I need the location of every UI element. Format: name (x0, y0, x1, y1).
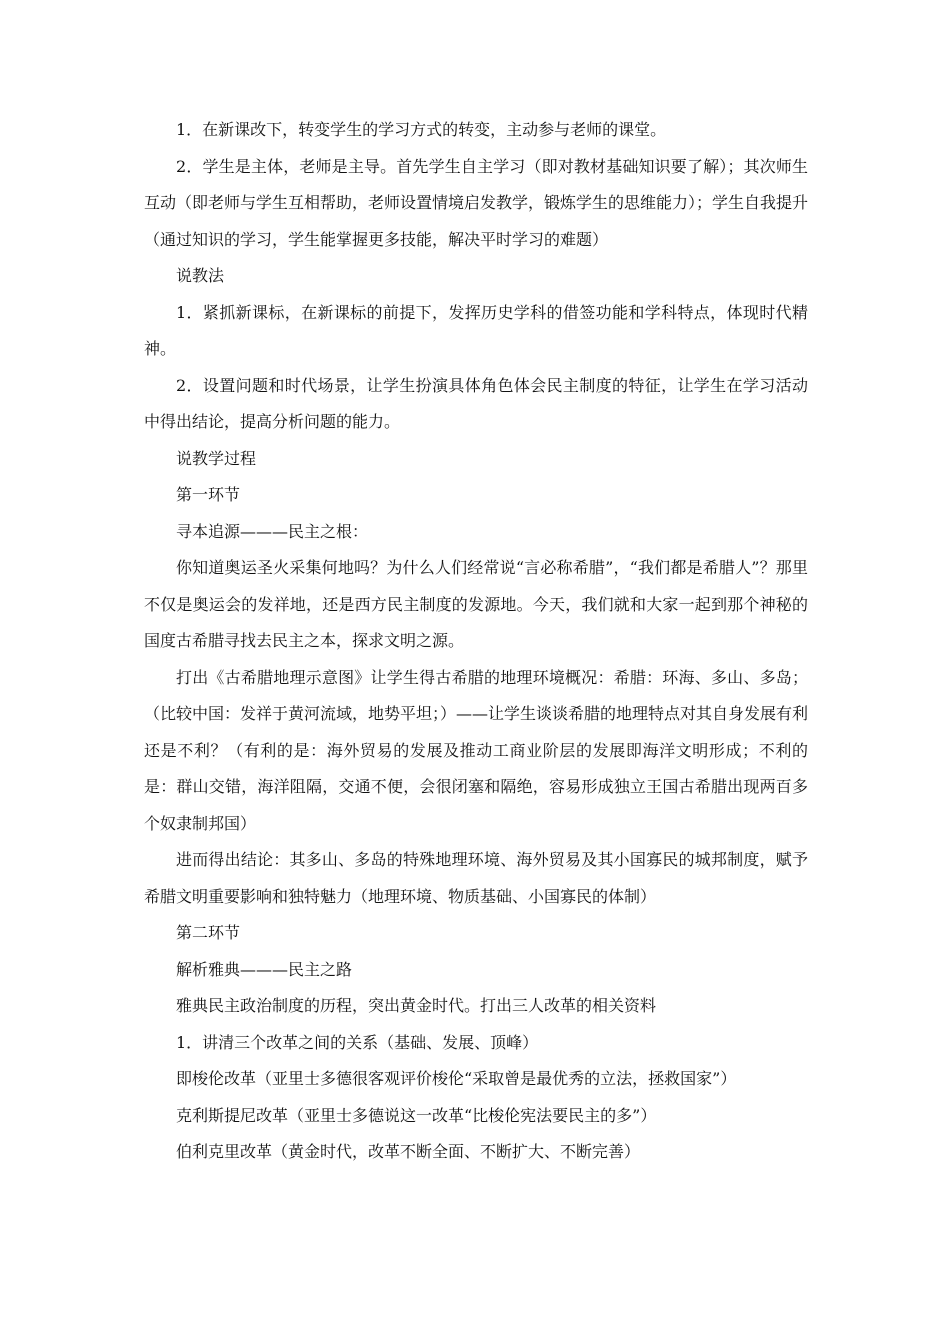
paragraph-teaching-1: 1．紧抓新课标，在新课标的前提下，发挥历史学科的借签功能和学科特点，体现时代精神。 (144, 302, 808, 358)
heading-section-2: 第二环节 (176, 923, 241, 942)
paragraph-conclusion: 进而得出结论：其多山、多岛的特殊地理环境、海外贸易及其小国寡民的城邦制度，赋予希腊文明重要影响和独特魅力（地理环境、物质基础、小国寡民的体制） (144, 850, 808, 906)
paragraph-cleisthenes-reform: 克利斯提尼改革（亚里士多德说这一改革“比梭伦宪法要民主的多”） (176, 1105, 657, 1125)
paragraph-athens-history: 雅典民主政治制度的历程，突出黄金时代。打出三人改革的相关资料 (176, 996, 657, 1015)
paragraph-solon-reform: 即梭伦改革（亚里士多德很客观评价梭伦“采取曾是最优秀的立法，拯救国家”） (176, 1069, 737, 1088)
subheading-roots-of-democracy: 寻本追源———民主之根： (176, 521, 369, 541)
subheading-road-of-democracy: 解析雅典———民主之路 (176, 959, 353, 979)
paragraph-pericles-reform: 伯利克里改革（黄金时代，改革不断全面、不断扩大、不断完善） (176, 1142, 641, 1161)
paragraph-geography: 打出《古希腊地理示意图》让学生得古希腊的地理环境概况：希腊：环海、多山、多岛；（比较中国：发祥于黄河流域，地势平坦；）——让学生谈谈希腊的地理特点对其自身发展有利还是不利？（有利的是：海外贸易的发展及推动工商业阶层的发展即海洋文明形成；不利的是：群山交错，海洋阻隔，交通不便，会很闭塞和隔绝，容易形成独立王国古希腊出现两百多个奴隶制邦国） (144, 667, 809, 833)
paragraph-method-2: 2．学生是主体，老师是主导。首先学生自主学习（即对教材基础知识要了解）；其次师生互动（即老师与学生互相帮助，老师设置情境启发教学，锻炼学生的思维能力）；学生自我提升（通过知识的学习，学生能掌握更多技能，解决平时学习的难题） (144, 156, 809, 249)
paragraph-olympic-intro: 你知道奥运圣火采集何地吗？为什么人们经常说“言必称希腊”，“我们都是希腊人”？那里不仅是奥运会的发祥地，还是西方民主制度的发源地。今天，我们就和大家一起到那个神秘的国度古希腊寻找去民主之本，探求文明之源。 (144, 558, 808, 650)
paragraph-reform-relations: 1．讲清三个改革之间的关系（基础、发展、顶峰） (176, 1032, 539, 1052)
paragraph-method-1: 1．在新课改下，转变学生的学习方式的转变，主动参与老师的课堂。 (176, 120, 667, 139)
heading-teaching-process: 说教学过程 (176, 448, 257, 468)
heading-teaching-method: 说教法 (176, 266, 225, 285)
paragraph-teaching-2: 2．设置问题和时代场景，让学生扮演具体角色体会民主制度的特征，让学生在学习活动中得出结论，提高分析问题的能力。 (144, 375, 808, 431)
heading-section-1: 第一环节 (176, 485, 241, 504)
document-body (144, 112, 808, 1171)
